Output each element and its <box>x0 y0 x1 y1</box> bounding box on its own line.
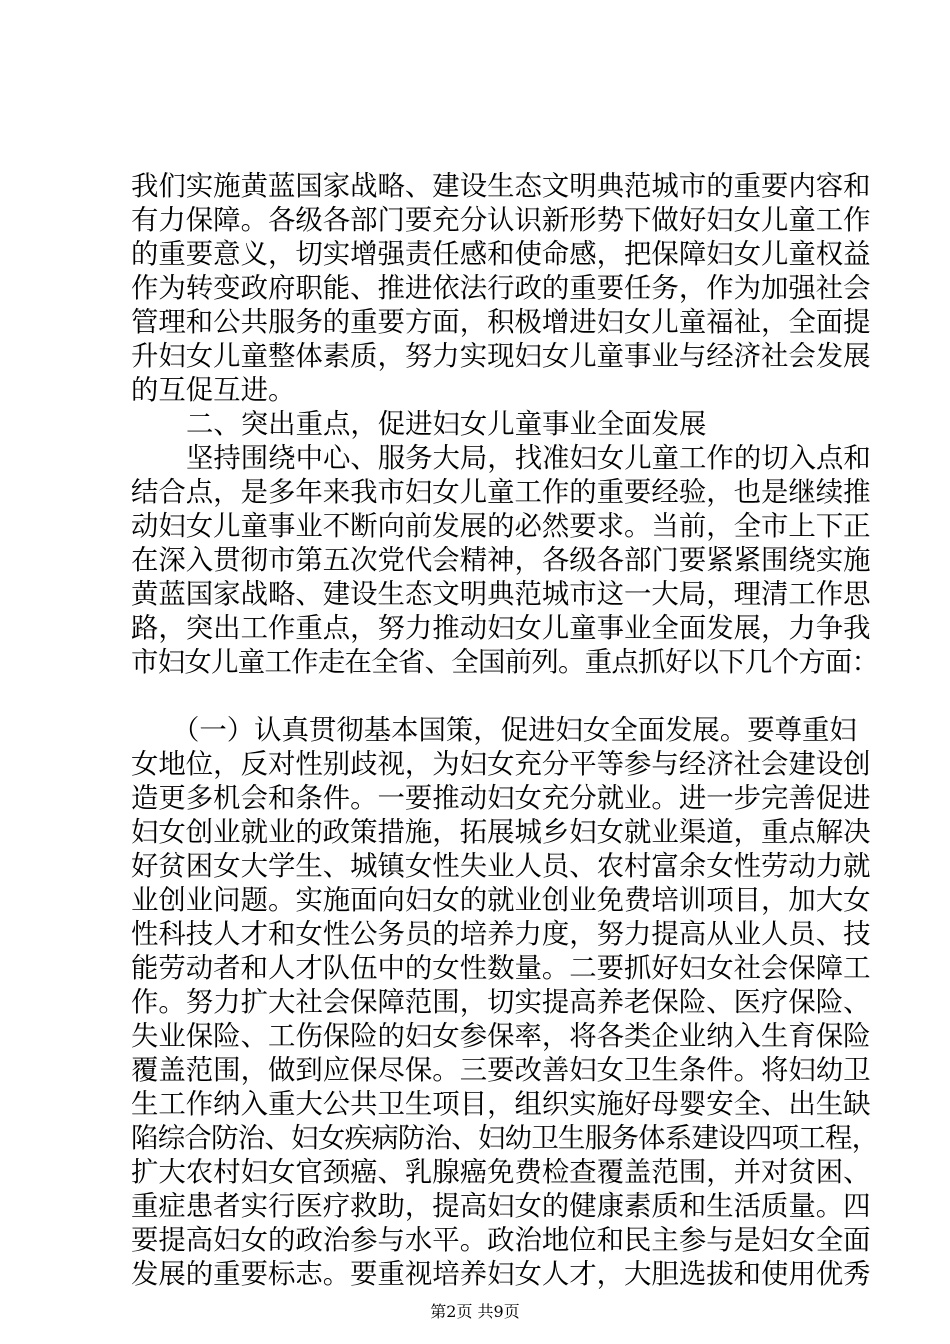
subsection-heading: （一）认真贯彻基本国策，促进妇女全面发展。要尊重妇 <box>172 715 857 746</box>
text-line: 业创业问题。实施面向妇女的就业创业免费培训项目，加大女 <box>131 885 871 916</box>
text-line: 动妇女儿童事业不断向前发展的必然要求。当前，全市上下正 <box>131 511 871 542</box>
text-line: 在深入贯彻市第五次党代会精神，各级各部门要紧紧围绕实施 <box>131 545 871 576</box>
text-line: 生工作纳入重大公共卫生项目，组织实施好母婴安全、出生缺 <box>131 1089 871 1120</box>
text-line: 坚持围绕中心、服务大局，找准妇女儿童工作的切入点和 <box>186 443 871 474</box>
text-line: 有力保障。各级各部门要充分认识新形势下做好妇女儿童工作 <box>131 205 871 236</box>
text-line: 黄蓝国家战略、建设生态文明典范城市这一大局，理清工作思 <box>131 579 871 610</box>
text-line: 好贫困女大学生、城镇女性失业人员、农村富余女性劳动力就 <box>131 851 871 882</box>
text-line: 失业保险、工伤保险的妇女参保率，将各类企业纳入生育保险 <box>131 1021 871 1052</box>
section-heading: 二、突出重点，促进妇女儿童事业全面发展 <box>186 409 707 440</box>
text-line: 妇女创业就业的政策措施，拓展城乡妇女就业渠道，重点解决 <box>131 817 871 848</box>
text-line: 能劳动者和人才队伍中的女性数量。二要抓好妇女社会保障工 <box>131 953 871 984</box>
text-line: 结合点，是多年来我市妇女儿童工作的重要经验，也是继续推 <box>131 477 871 508</box>
text-line: 扩大农村妇女官颈癌、乳腺癌免费检查覆盖范围，并对贫困、 <box>131 1157 871 1188</box>
text-line: 市妇女儿童工作走在全省、全国前列。重点抓好以下几个方面： <box>131 647 879 678</box>
text-line: 重症患者实行医疗救助，提高妇女的健康素质和生活质量。四 <box>131 1191 871 1222</box>
text-line: 升妇女儿童整体素质，努力实现妇女儿童事业与经济社会发展 <box>131 341 871 372</box>
text-line: 造更多机会和条件。一要推动妇女充分就业。进一步完善促进 <box>131 783 871 814</box>
text-line: 女地位，反对性别歧视，为妇女充分平等参与经济社会建设创 <box>131 749 871 780</box>
text-line: 陷综合防治、妇女疾病防治、妇幼卫生服务体系建设四项工程， <box>131 1123 879 1154</box>
text-line: 覆盖范围，做到应保尽保。三要改善妇女卫生条件。将妇幼卫 <box>131 1055 871 1086</box>
text-line: 要提高妇女的政治参与水平。政治地位和民主参与是妇女全面 <box>131 1225 871 1256</box>
text-line: 我们实施黄蓝国家战略、建设生态文明典范城市的重要内容和 <box>131 171 871 202</box>
text-line: 作为转变政府职能、推进依法行政的重要任务，作为加强社会 <box>131 273 871 304</box>
text-line: 管理和公共服务的重要方面，积极增进妇女儿童福祉，全面提 <box>131 307 871 338</box>
text-line: 发展的重要标志。要重视培养妇女人才，大胆选拔和使用优秀 <box>131 1259 871 1290</box>
text-line: 的互促互进。 <box>131 375 296 406</box>
text-line: 路，突出工作重点，努力推动妇女儿童事业全面发展，力争我 <box>131 613 871 644</box>
page-number-footer: 第2页 共9页 <box>430 1302 520 1321</box>
text-line: 性科技人才和女性公务员的培养力度，努力提高从业人员、技 <box>131 919 871 950</box>
text-line: 作。努力扩大社会保障范围，切实提高养老保险、医疗保险、 <box>131 987 871 1018</box>
text-line: 的重要意义，切实增强责任感和使命感，把保障妇女儿童权益 <box>131 239 871 270</box>
